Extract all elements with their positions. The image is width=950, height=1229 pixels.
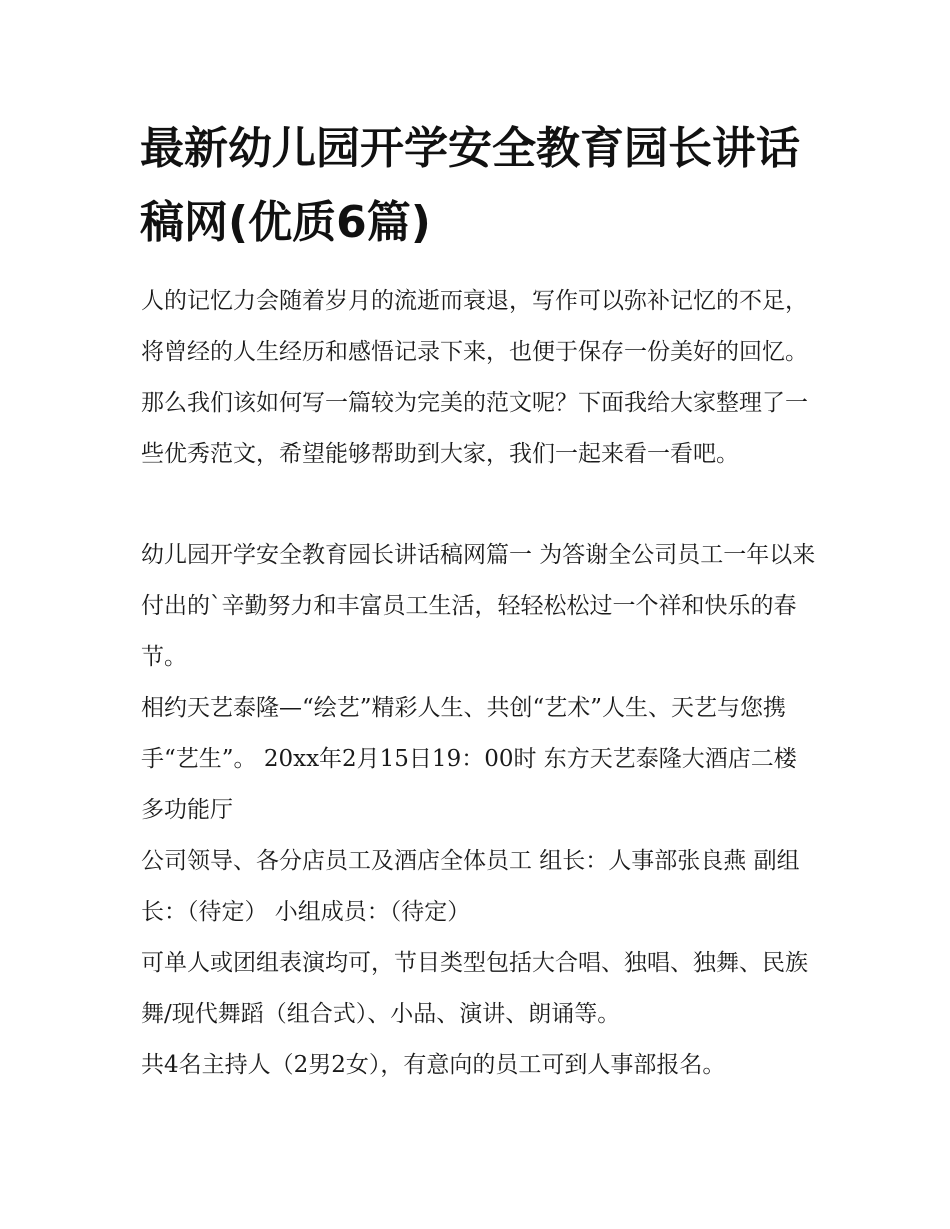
paragraph-participants-organizers: 公司领导、各分店员工及酒店全体员工 组长：人事部张良燕 副组长：（待定） 小组成员：（待定） [141, 848, 800, 925]
document-title: 最新幼儿园开学安全教育园长讲话稿网(优质6篇) [140, 123, 800, 248]
paragraph-hosts: 共4名主持人（2男2女），有意向的员工可到人事部报名。 [141, 1052, 726, 1078]
paragraph-intro: 人的记忆力会随着岁月的流逝而衰退，写作可以弥补记忆的不足，将曾经的人生经历和感悟记录下来，也便于保存一份美好的回忆。那么我们该如何写一篇较为完美的范文呢？下面我给大家整理了一些优秀范文，希望能够帮助到大家，我们一起来看一看吧。 [141, 288, 808, 467]
paragraph-program-types: 可单人或团组表演均可，节目类型包括大合唱、独唱、独舞、民族舞/现代舞蹈（组合式）、小品、演讲、朗诵等。 [141, 950, 808, 1027]
paragraph-part-one: 幼儿园开学安全教育园长讲话稿网篇一 为答谢全公司员工一年以来付出的`辛勤努力和丰富员工生活，轻轻松松过一个祥和快乐的春节。 [141, 542, 816, 670]
paragraph-event-theme-time-venue: 相约天艺泰隆—“绘艺”精彩人生、共创“艺术”人生、天艺与您携手“艺生”。 20xx年2月15日19：00时 东方天艺泰隆大酒店二楼多功能厅 [141, 695, 797, 823]
